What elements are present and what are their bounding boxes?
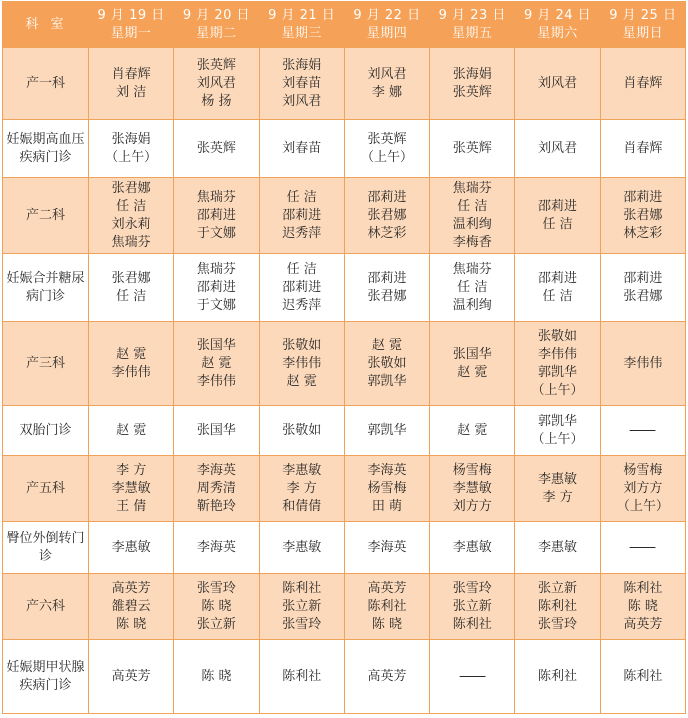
doctor-name: 高英芳 bbox=[367, 668, 407, 684]
doctor-name: 张敬如 bbox=[282, 422, 322, 438]
doctor-name: 邵莉进 bbox=[623, 189, 663, 205]
day-header bbox=[344, 2, 429, 48]
doctor-name: 张海娟 bbox=[111, 131, 151, 147]
day-weekday: 星期六 bbox=[537, 25, 578, 41]
schedule-row bbox=[3, 322, 686, 406]
schedule-row bbox=[3, 522, 686, 574]
doctor-name: 刘永莉 bbox=[111, 216, 151, 232]
doctor-name: 温利绚 bbox=[452, 297, 492, 313]
shift-cell bbox=[430, 406, 515, 456]
shift-cell bbox=[174, 254, 259, 322]
doctor-name: 刘春苗 bbox=[282, 140, 322, 156]
doctor-name: 李伟伟 bbox=[196, 373, 236, 389]
empty-dash: — bbox=[457, 668, 487, 684]
doctor-name: 张君娜 bbox=[623, 288, 663, 304]
doctor-name: 李惠敏 bbox=[111, 539, 151, 555]
day-date: 9 月 24 日 bbox=[523, 7, 592, 23]
doctor-name: 陈 晓 bbox=[627, 598, 658, 614]
shift-cell bbox=[600, 406, 685, 456]
department-label: 妊娠期甲状腺疾病门诊 bbox=[3, 640, 89, 714]
schedule-row bbox=[3, 178, 686, 254]
doctor-name: 张英辉 bbox=[196, 57, 236, 73]
shift-cell bbox=[89, 406, 174, 456]
shift-cell bbox=[174, 522, 259, 574]
doctor-name: 李慧敏 bbox=[111, 480, 151, 496]
day-weekday: 星期二 bbox=[196, 25, 237, 41]
shift-cell bbox=[89, 178, 174, 254]
schedule-row bbox=[3, 48, 686, 120]
day-weekday: 星期一 bbox=[110, 25, 152, 41]
schedule-row bbox=[3, 254, 686, 322]
shift-cell bbox=[430, 456, 515, 522]
day-header bbox=[89, 2, 174, 48]
doctor-name: 张雪玲 bbox=[538, 616, 578, 632]
shift-cell bbox=[259, 254, 344, 322]
schedule-row bbox=[3, 574, 686, 640]
day-header bbox=[174, 2, 259, 48]
doctor-name: 任 洁 bbox=[286, 189, 317, 205]
doctor-name: 张雪玲 bbox=[196, 580, 236, 596]
doctor-name: 张君娜 bbox=[623, 207, 663, 223]
shift-cell bbox=[344, 522, 429, 574]
shift-cell bbox=[600, 574, 685, 640]
doctor-name: 邵莉进 bbox=[367, 270, 407, 286]
doctor-name: 和倩倩 bbox=[282, 498, 322, 514]
doctor-name: 任 洁 bbox=[116, 198, 147, 214]
shift-cell bbox=[515, 120, 600, 178]
doctor-name: （上午） bbox=[105, 149, 158, 165]
shift-cell bbox=[259, 322, 344, 406]
doctor-name: 张敬如 bbox=[282, 337, 322, 353]
shift-cell bbox=[515, 322, 600, 406]
day-date: 9 月 23 日 bbox=[438, 7, 506, 23]
shift-cell bbox=[344, 178, 429, 254]
doctor-name: 邵莉进 bbox=[282, 207, 322, 223]
shift-cell bbox=[515, 48, 600, 120]
doctor-name: 靳艳玲 bbox=[196, 498, 236, 514]
shift-cell bbox=[259, 178, 344, 254]
department-label: 产六科 bbox=[3, 574, 89, 640]
doctor-name: 陈利社 bbox=[538, 598, 578, 614]
doctor-name: 高英芳 bbox=[367, 580, 407, 596]
doctor-name: 肖春辉 bbox=[111, 66, 151, 82]
shift-cell bbox=[515, 574, 600, 640]
doctor-name: 张敬如 bbox=[367, 355, 407, 371]
empty-dash: — bbox=[628, 539, 658, 555]
doctor-name: 陈 晓 bbox=[201, 668, 232, 684]
doctor-name: 邵莉进 bbox=[196, 207, 236, 223]
doctor-name: 郭凯华 bbox=[367, 422, 407, 438]
doctor-name: 李惠敏 bbox=[538, 471, 578, 487]
shift-cell bbox=[600, 522, 685, 574]
doctor-name: 陈 晓 bbox=[371, 616, 403, 632]
doctor-name: 李伟伟 bbox=[282, 355, 322, 371]
doctor-name: 张海娟 bbox=[452, 66, 492, 82]
doctor-name: 李梅香 bbox=[452, 234, 492, 250]
shift-cell bbox=[430, 522, 515, 574]
doctor-name: 焦瑞芬 bbox=[196, 189, 236, 205]
shift-cell bbox=[259, 406, 344, 456]
shift-cell bbox=[430, 254, 515, 322]
day-date: 9 月 21 日 bbox=[268, 7, 336, 23]
doctor-name: 李海英 bbox=[196, 462, 236, 478]
doctor-name: （上午） bbox=[360, 149, 413, 165]
doctor-name: 刘风君 bbox=[282, 93, 322, 109]
day-date: 9 月 20 日 bbox=[182, 7, 251, 23]
doctor-name: 李惠敏 bbox=[282, 462, 322, 478]
shift-cell bbox=[344, 120, 429, 178]
doctor-name: 林芝彩 bbox=[367, 225, 407, 241]
doctor-name: 张敬如 bbox=[538, 328, 578, 344]
shift-cell bbox=[89, 120, 174, 178]
doctor-name: 林芝彩 bbox=[623, 225, 663, 241]
doctor-name: 邵莉进 bbox=[623, 270, 663, 286]
department-label: 双胎门诊 bbox=[3, 406, 89, 456]
shift-cell bbox=[344, 640, 429, 714]
doctor-name: 张立新 bbox=[452, 598, 492, 614]
shift-cell bbox=[89, 456, 174, 522]
doctor-name: 高英芳 bbox=[111, 580, 151, 596]
doctor-name: 刘风君 bbox=[367, 66, 407, 82]
shift-cell bbox=[89, 640, 174, 714]
doctor-name: 雒碧云 bbox=[111, 598, 151, 614]
doctor-name: 刘方方 bbox=[452, 498, 492, 514]
doctor-name: 张国华 bbox=[196, 337, 236, 353]
doctor-name: 任 洁 bbox=[457, 279, 488, 295]
schedule-body bbox=[3, 48, 686, 714]
shift-cell bbox=[515, 640, 600, 714]
doctor-name: 焦瑞芬 bbox=[452, 180, 492, 196]
day-header bbox=[259, 2, 344, 48]
doctor-name: 赵 霓 bbox=[371, 337, 403, 353]
doctor-name: 邵莉进 bbox=[282, 279, 322, 295]
shift-cell bbox=[259, 456, 344, 522]
doctor-name: 郭凯华 bbox=[367, 373, 407, 389]
department-label: 产二科 bbox=[3, 178, 89, 254]
shift-cell bbox=[600, 48, 685, 120]
doctor-name: 肖春辉 bbox=[623, 75, 663, 91]
doctor-name: 于文娜 bbox=[196, 297, 236, 313]
doctor-name: 刘 洁 bbox=[116, 84, 147, 100]
doctor-name: 陈 晓 bbox=[116, 616, 147, 632]
doctor-name: 田 萌 bbox=[371, 498, 403, 514]
shift-cell bbox=[430, 120, 515, 178]
schedule-table bbox=[2, 1, 686, 714]
doctor-name: 李 娜 bbox=[371, 84, 403, 100]
doctor-name: 任 洁 bbox=[457, 198, 488, 214]
day-weekday: 星期四 bbox=[366, 25, 408, 41]
shift-cell bbox=[259, 574, 344, 640]
doctor-name: 张国华 bbox=[452, 346, 492, 362]
doctor-name: 高英芳 bbox=[111, 668, 151, 684]
doctor-name: 陈利社 bbox=[623, 668, 663, 684]
doctor-name: 李惠敏 bbox=[452, 539, 492, 555]
doctor-name: 陈利社 bbox=[282, 580, 322, 596]
shift-cell bbox=[174, 406, 259, 456]
doctor-name: 陈利社 bbox=[367, 598, 407, 614]
shift-cell bbox=[89, 522, 174, 574]
doctor-name: 张雪玲 bbox=[452, 580, 492, 596]
shift-cell bbox=[430, 640, 515, 714]
shift-cell bbox=[259, 120, 344, 178]
doctor-name: 李 方 bbox=[286, 480, 317, 496]
doctor-name: （上午） bbox=[616, 498, 669, 514]
department-label: 产三科 bbox=[3, 322, 89, 406]
doctor-name: 陈 晓 bbox=[201, 598, 232, 614]
shift-cell bbox=[89, 254, 174, 322]
doctor-name: 张君娜 bbox=[367, 207, 407, 223]
doctor-name: 赵 霓 bbox=[201, 355, 232, 371]
doctor-name: 李 方 bbox=[116, 462, 147, 478]
doctor-name: 焦瑞芬 bbox=[452, 261, 492, 277]
doctor-name: 任 洁 bbox=[542, 216, 573, 232]
doctor-name: 张英辉 bbox=[452, 140, 492, 156]
day-date: 9 月 19 日 bbox=[97, 7, 165, 23]
doctor-name: 任 洁 bbox=[542, 288, 573, 304]
department-label: 产五科 bbox=[3, 456, 89, 522]
doctor-name: 迟秀萍 bbox=[282, 297, 322, 313]
shift-cell bbox=[174, 48, 259, 120]
shift-cell bbox=[515, 406, 600, 456]
shift-cell bbox=[174, 322, 259, 406]
doctor-name: 杨雪梅 bbox=[623, 462, 663, 478]
department-label: 臀位外倒转门诊 bbox=[3, 522, 89, 574]
doctor-name: 郭凯华 bbox=[538, 413, 578, 429]
doctor-name: 杨雪梅 bbox=[452, 462, 492, 478]
shift-cell bbox=[515, 456, 600, 522]
doctor-name: 张国华 bbox=[196, 422, 236, 438]
department-label: 妊娠合并糖尿病门诊 bbox=[3, 254, 89, 322]
doctor-name: 刘风君 bbox=[196, 75, 236, 91]
doctor-name: 焦瑞芬 bbox=[196, 261, 236, 277]
doctor-name: 赵 霓 bbox=[286, 373, 317, 389]
doctor-name: 张英辉 bbox=[452, 84, 492, 100]
doctor-name: 张君娜 bbox=[111, 270, 151, 286]
doctor-name: 李伟伟 bbox=[111, 364, 151, 380]
corner-label: 科室 bbox=[3, 2, 89, 48]
doctor-name: 杨雪梅 bbox=[367, 480, 407, 496]
doctor-name: 张海娟 bbox=[282, 57, 322, 73]
shift-cell bbox=[600, 640, 685, 714]
doctor-name: 温利绚 bbox=[452, 216, 492, 232]
day-weekday: 星期五 bbox=[452, 25, 493, 41]
doctor-name: 张君娜 bbox=[111, 180, 151, 196]
doctor-name: 杨 扬 bbox=[201, 93, 232, 109]
day-header bbox=[515, 2, 600, 48]
doctor-name: 邵莉进 bbox=[538, 270, 578, 286]
doctor-name: 张立新 bbox=[538, 580, 578, 596]
doctor-name: 肖春辉 bbox=[623, 140, 663, 156]
doctor-name: 李海英 bbox=[196, 539, 236, 555]
shift-cell bbox=[344, 574, 429, 640]
schedule-row bbox=[3, 406, 686, 456]
doctor-name: 邵莉进 bbox=[538, 198, 578, 214]
shift-cell bbox=[600, 120, 685, 178]
doctor-name: 李海英 bbox=[367, 539, 407, 555]
shift-cell bbox=[344, 254, 429, 322]
doctor-name: 陈利社 bbox=[538, 668, 578, 684]
shift-cell bbox=[600, 322, 685, 406]
shift-cell bbox=[344, 48, 429, 120]
doctor-name: 刘方方 bbox=[623, 480, 663, 496]
doctor-name: 邵莉进 bbox=[196, 279, 236, 295]
shift-cell bbox=[174, 574, 259, 640]
doctor-name: 赵 霓 bbox=[116, 422, 147, 438]
doctor-name: 于文娜 bbox=[196, 225, 236, 241]
shift-cell bbox=[174, 178, 259, 254]
shift-cell bbox=[430, 178, 515, 254]
day-weekday: 星期日 bbox=[622, 25, 664, 41]
doctor-name: 刘春苗 bbox=[282, 75, 322, 91]
doctor-name: 李惠敏 bbox=[282, 539, 322, 555]
shift-cell bbox=[174, 640, 259, 714]
doctor-name: 陈利社 bbox=[623, 580, 663, 596]
doctor-name: 任 洁 bbox=[286, 261, 317, 277]
doctor-name: 任 洁 bbox=[116, 288, 147, 304]
doctor-name: 李惠敏 bbox=[538, 539, 578, 555]
doctor-name: 刘风君 bbox=[538, 140, 578, 156]
empty-dash: — bbox=[628, 422, 658, 438]
doctor-name: 张英辉 bbox=[196, 140, 236, 156]
doctor-name: 陈利社 bbox=[282, 668, 322, 684]
department-label: 产一科 bbox=[3, 48, 89, 120]
doctor-name: 郭凯华 bbox=[538, 364, 578, 380]
schedule-row bbox=[3, 120, 686, 178]
shift-cell bbox=[259, 48, 344, 120]
schedule-row bbox=[3, 640, 686, 714]
doctor-name: 迟秀萍 bbox=[282, 225, 322, 241]
doctor-name: 李 方 bbox=[542, 489, 573, 505]
shift-cell bbox=[600, 254, 685, 322]
doctor-name: 李慧敏 bbox=[452, 480, 492, 496]
shift-cell bbox=[430, 48, 515, 120]
day-weekday: 星期三 bbox=[281, 25, 322, 41]
doctor-name: 陈利社 bbox=[452, 616, 492, 632]
doctor-name: 周秀清 bbox=[196, 480, 236, 496]
doctor-name: （上午） bbox=[531, 431, 584, 447]
shift-cell bbox=[259, 522, 344, 574]
doctor-name: 李伟伟 bbox=[538, 346, 578, 362]
doctor-name: （上午） bbox=[531, 382, 584, 398]
doctor-name: 张雪玲 bbox=[282, 616, 322, 632]
doctor-name: 张立新 bbox=[196, 616, 236, 632]
shift-cell bbox=[344, 406, 429, 456]
doctor-name: 刘风君 bbox=[538, 75, 578, 91]
shift-cell bbox=[259, 640, 344, 714]
shift-cell bbox=[89, 574, 174, 640]
shift-cell bbox=[174, 120, 259, 178]
shift-cell bbox=[600, 456, 685, 522]
schedule-row bbox=[3, 456, 686, 522]
doctor-name: 赵 霓 bbox=[457, 422, 488, 438]
doctor-name: 李伟伟 bbox=[623, 355, 663, 371]
doctor-name: 王 倩 bbox=[116, 498, 147, 514]
shift-cell bbox=[515, 178, 600, 254]
day-date: 9 月 22 日 bbox=[353, 7, 421, 23]
day-date: 9 月 25 日 bbox=[609, 7, 677, 23]
shift-cell bbox=[600, 178, 685, 254]
shift-cell bbox=[344, 456, 429, 522]
doctor-name: 高英芳 bbox=[623, 616, 663, 632]
doctor-name: 张英辉 bbox=[367, 131, 407, 147]
shift-cell bbox=[430, 322, 515, 406]
shift-cell bbox=[89, 48, 174, 120]
shift-cell bbox=[174, 456, 259, 522]
doctor-name: 焦瑞芬 bbox=[111, 234, 151, 250]
doctor-name: 赵 霓 bbox=[116, 346, 147, 362]
doctor-name: 张君娜 bbox=[367, 288, 407, 304]
shift-cell bbox=[515, 522, 600, 574]
shift-cell bbox=[344, 322, 429, 406]
day-header bbox=[430, 2, 515, 48]
header-row bbox=[3, 2, 686, 48]
shift-cell bbox=[89, 322, 174, 406]
shift-cell bbox=[430, 574, 515, 640]
day-header bbox=[600, 2, 685, 48]
doctor-name: 赵 霓 bbox=[457, 364, 488, 380]
shift-cell bbox=[515, 254, 600, 322]
doctor-name: 邵莉进 bbox=[367, 189, 407, 205]
doctor-name: 李海英 bbox=[367, 462, 407, 478]
department-label: 妊娠期高血压疾病门诊 bbox=[3, 120, 89, 178]
doctor-name: 张立新 bbox=[282, 598, 322, 614]
